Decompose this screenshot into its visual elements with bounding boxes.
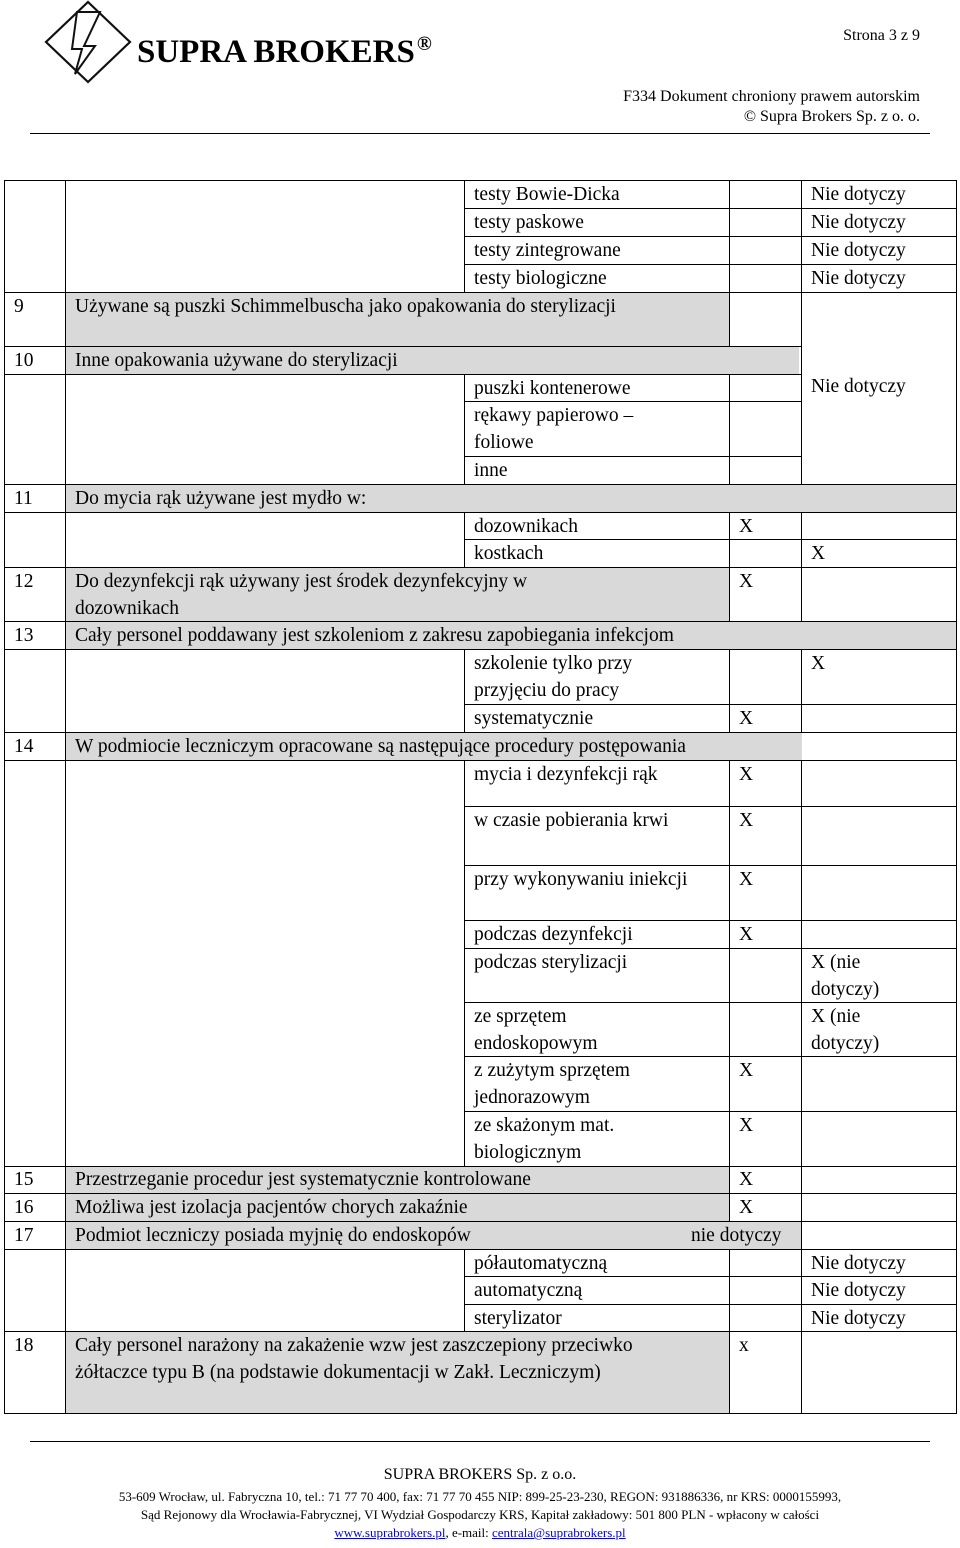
status-cell: Nie dotyczy xyxy=(811,240,906,261)
grid-line xyxy=(4,374,801,375)
row-label: Używane są puszki Schimmelbuscha jako opakowania do sterylizacji xyxy=(75,296,616,317)
row-number: 10 xyxy=(14,350,34,371)
grid-line xyxy=(65,567,66,649)
registered-mark: ® xyxy=(416,33,432,55)
sub-label: dozownikach xyxy=(474,516,578,537)
grid-line xyxy=(956,180,957,1414)
email-label: , e-mail: xyxy=(445,1525,493,1540)
sub-label: ze sprzętem endoskopowym xyxy=(474,1006,598,1054)
sub-label: mycia i dezynfekcji rąk xyxy=(474,764,658,785)
row-number: 13 xyxy=(14,625,34,646)
company-name-text: SUPRA BROKERS xyxy=(137,34,415,70)
sub-label: półautomatyczną xyxy=(474,1253,608,1274)
grid-line xyxy=(4,180,5,1414)
grid-line xyxy=(729,760,730,1166)
mark-cell: X xyxy=(811,543,826,564)
row-label: Przestrzeganie procedur jest systematycznie kontrolowane xyxy=(75,1169,531,1190)
sub-label: w czasie pobierania krwi xyxy=(474,810,669,831)
sub-label: przy wykonywaniu iniekcji xyxy=(474,869,688,890)
status-cell: nie dotyczy xyxy=(691,1225,782,1246)
sub-label: podczas sterylizacji xyxy=(474,952,628,973)
row-label: Podmiot leczniczy posiada myjnię do endoskopów xyxy=(75,1225,471,1246)
sub-label: sterylizator xyxy=(474,1308,562,1329)
grid-line xyxy=(801,292,802,484)
row-label: Do mycia rąk używane jest mydło w: xyxy=(75,488,367,509)
grid-line xyxy=(729,649,730,732)
sub-label: z zużytym sprzętem jednorazowym xyxy=(474,1060,630,1108)
row-number: 18 xyxy=(14,1335,34,1356)
row-label: W podmiocie leczniczym opracowane są następujące procedury postępowania xyxy=(75,736,686,757)
grid-line xyxy=(729,374,730,484)
grid-line xyxy=(65,292,66,484)
page-indicator: Strona 3 z 9 xyxy=(843,27,920,44)
mark-cell: X xyxy=(739,764,754,785)
row-label: Inne opakowania używane do sterylizacji xyxy=(75,350,398,371)
row-number: 12 xyxy=(14,571,34,592)
mark-cell: X xyxy=(739,810,754,831)
grid-line xyxy=(729,1331,730,1413)
grid-line xyxy=(464,760,465,1166)
grid-line xyxy=(65,649,66,732)
sub-label: systematycznie xyxy=(474,708,594,729)
grid-line xyxy=(65,1221,66,1249)
row-label: Cały personel poddawany jest szkoleniom z zakresu zapobiegania infekcjom xyxy=(75,625,674,646)
grid-line xyxy=(801,1331,802,1413)
grid-line xyxy=(4,1413,957,1414)
document-id: F334 Dokument chroniony prawem autorskim xyxy=(623,88,920,105)
row-number: 16 xyxy=(14,1197,34,1218)
footer-registry: Sąd Rejonowy dla Wrocławia-Fabrycznej, VI Wydział Gospodarczy KRS, Kapitał zakładowy: 501 800 PLN - wpłacony w całości xyxy=(140,1507,820,1522)
grid-line xyxy=(65,180,66,292)
grid-line xyxy=(801,567,802,621)
row-number: 9 xyxy=(14,296,24,317)
mark-cell: X xyxy=(739,571,754,592)
mark-cell: X xyxy=(739,708,754,729)
email-link[interactable]: centrala@suprabrokers.pl xyxy=(492,1525,626,1540)
status-cell: Nie dotyczy xyxy=(811,268,906,289)
sub-label: testy zintegrowane xyxy=(474,240,621,261)
grid-line xyxy=(729,567,730,621)
mark-cell: X xyxy=(811,653,826,674)
grid-line xyxy=(801,649,802,732)
grid-line xyxy=(801,760,802,1166)
sub-label: testy paskowe xyxy=(474,212,584,233)
mark-cell: X xyxy=(739,869,754,890)
status-cell: Nie dotyczy xyxy=(811,1308,906,1329)
company-logo-icon xyxy=(40,0,136,84)
grid-line xyxy=(65,732,66,1166)
grid-line xyxy=(65,1331,66,1413)
copyright-note: © Supra Brokers Sp. z o. o. xyxy=(743,108,920,125)
row-number: 17 xyxy=(14,1225,34,1246)
sub-label: automatyczną xyxy=(474,1280,583,1301)
row-label: Do dezynfekcji rąk używany jest środek dezynfekcyjny w dozownikach xyxy=(75,571,528,619)
sub-label: ze skażonym mat. biologicznym xyxy=(474,1115,615,1163)
row-number: 15 xyxy=(14,1169,34,1190)
sub-label: kostkach xyxy=(474,543,544,564)
row-number: 11 xyxy=(14,488,33,509)
status-cell: Nie dotyczy xyxy=(811,1253,906,1274)
status-cell: Nie dotyczy xyxy=(811,212,906,233)
mark-cell: X (nie dotyczy) xyxy=(811,1006,880,1054)
sub-label: rękawy papierowo – foliowe xyxy=(474,405,634,453)
grid-line xyxy=(65,1249,66,1331)
company-name xyxy=(137,24,432,72)
status-cell: Nie dotyczy xyxy=(811,1280,906,1301)
sub-label: inne xyxy=(474,460,508,481)
mark-cell: X xyxy=(739,1115,754,1136)
mark-cell: X xyxy=(739,924,754,945)
footer-divider xyxy=(30,1441,930,1442)
sub-label: szkolenie tylko przy przyjęciu do pracy xyxy=(474,653,633,701)
sub-label: testy Bowie-Dicka xyxy=(474,184,620,205)
grid-line xyxy=(464,649,465,732)
footer-contact xyxy=(0,1525,960,1541)
mark-cell: X xyxy=(739,1197,754,1218)
grid-line xyxy=(729,1249,730,1331)
grid-line xyxy=(65,484,66,567)
row-number: 14 xyxy=(14,736,34,757)
sub-label: testy biologiczne xyxy=(474,268,607,289)
sub-label: podczas dezynfekcji xyxy=(474,924,633,945)
mark-cell: X xyxy=(739,516,754,537)
status-cell: Nie dotyczy xyxy=(811,376,906,397)
mark-cell: X xyxy=(739,1169,754,1190)
grid-line xyxy=(464,456,801,457)
row-label: Możliwa jest izolacja pacjentów chorych zakaźnie xyxy=(75,1197,468,1218)
header-divider xyxy=(30,133,930,134)
mark-cell: x xyxy=(739,1335,749,1356)
footer-address: 53-609 Wrocław, ul. Fabryczna 10, tel.: 71 77 70 400, fax: 71 77 70 455 NIP: 899-25-23-230, REGON: 931886336, nr KRS: 0000155993, xyxy=(118,1489,842,1504)
mark-cell: X (nie dotyczy) xyxy=(811,952,880,1000)
grid-line xyxy=(464,374,465,484)
website-link[interactable]: www.suprabrokers.pl xyxy=(334,1525,446,1540)
status-cell: Nie dotyczy xyxy=(811,184,906,205)
grid-line xyxy=(729,292,730,346)
row-label: Cały personel narażony na zakażenie wzw jest zaszczepiony przeciwko żółtaczce typu B (na podstawie dokumentacji w Zakł. Leczniczym) xyxy=(75,1335,633,1383)
footer-company: SUPRA BROKERS Sp. z o.o. xyxy=(383,1466,577,1483)
grid-line xyxy=(464,1249,465,1331)
mark-cell: X xyxy=(739,1060,754,1081)
sub-label: puszki kontenerowe xyxy=(474,378,631,399)
